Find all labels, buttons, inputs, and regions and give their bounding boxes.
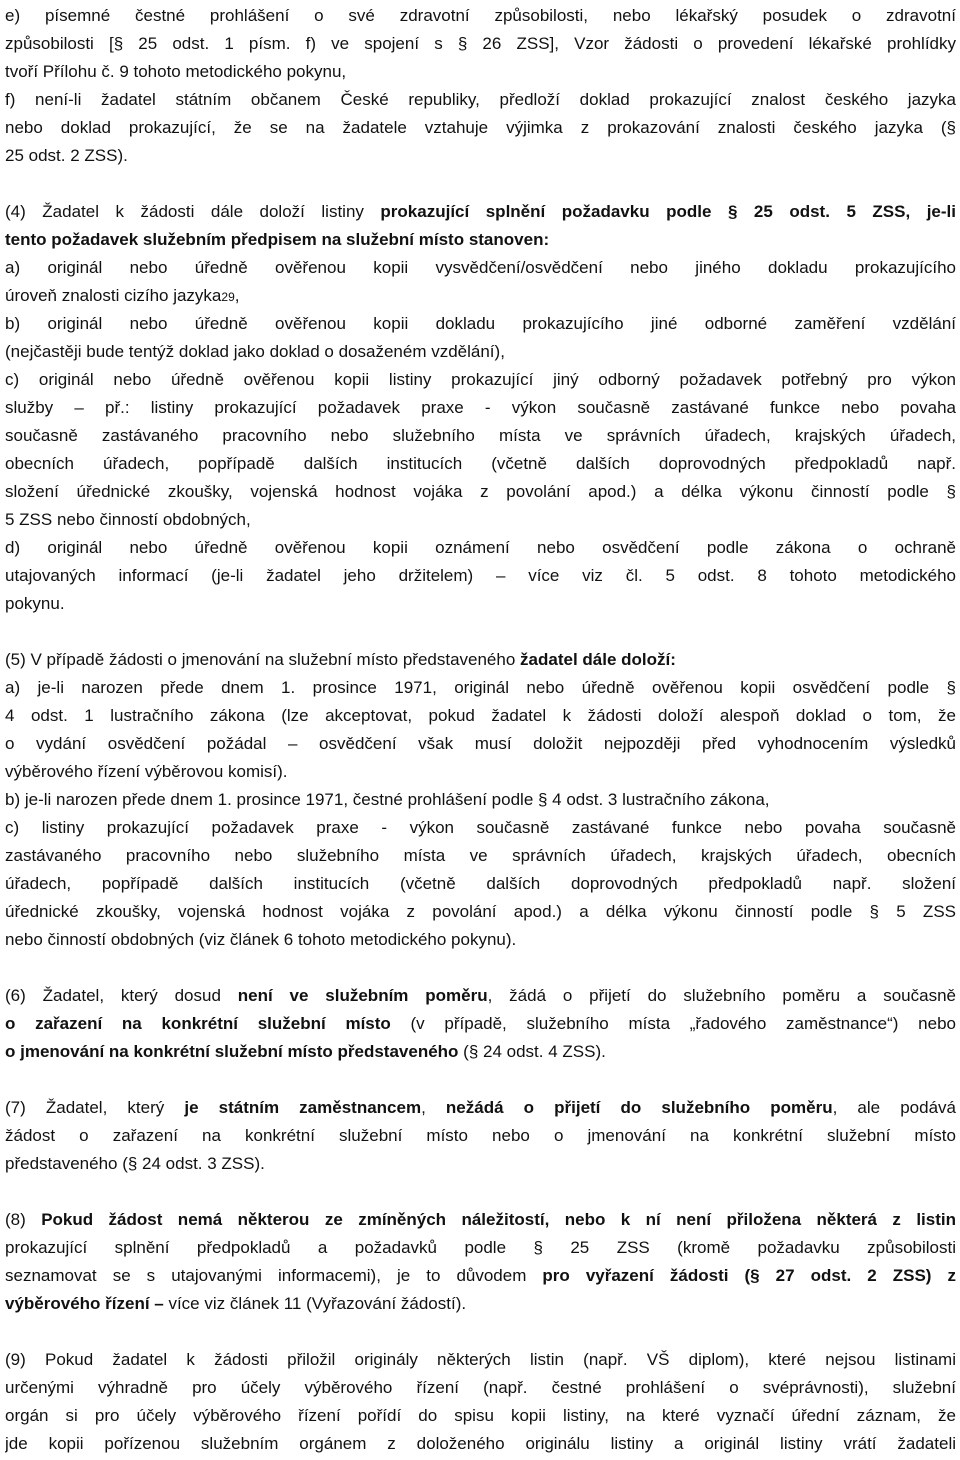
text-span: o vydání osvědčení požádal – osvědčení však musí doložit nejpozději před vyhodnocením výsledků — [5, 734, 956, 753]
text-span: současně zastávaného pracovního nebo služebního místa ve správních úřadech, krajských úřadech, — [5, 426, 956, 445]
text-span: a) je-li narozen přede dnem 1. prosince 1971, originál nebo úředně ověřenou kopii osvědčení podle § — [5, 678, 956, 697]
text-span: c) originál nebo úředně ověřenou kopii listiny prokazující jiný odborný požadavek potřebný pro výkon — [5, 370, 956, 389]
text-span: tvoří Přílohu č. 9 tohoto metodického pokynu, — [5, 62, 347, 81]
text-span: , — [421, 1098, 446, 1117]
text-span: pokynu. — [5, 594, 65, 613]
bold-text: žadatel dále doloží: — [520, 650, 676, 669]
text-line — [5, 1010, 956, 1038]
text-line — [5, 450, 956, 478]
text-line — [5, 1290, 956, 1318]
paragraph-gap — [5, 1178, 956, 1206]
text-line — [5, 282, 956, 310]
paragraph-gap — [5, 618, 956, 646]
text-line — [5, 310, 956, 338]
footnote-ref: 29 — [221, 290, 235, 304]
text-line — [5, 1094, 956, 1122]
text-line — [5, 1038, 956, 1066]
text-line — [5, 1346, 956, 1374]
text-line — [5, 1262, 956, 1290]
text-line — [5, 1374, 956, 1402]
text-span: b) originál nebo úředně ověřenou kopii dokladu prokazujícího jiné odborné zaměření vzdělání — [5, 314, 956, 333]
text-span: prokazující splnění předpokladů a požadavků podle § 25 ZSS (kromě požadavku způsobilosti — [5, 1238, 956, 1257]
text-span: úřadech, popřípadě dalších institucích (včetně dalších doprovodných předpokladů např. složení — [5, 874, 956, 893]
text-span: (5) V případě žádosti o jmenování na služební místo představeného — [5, 650, 521, 669]
text-span: (v případě, služebního místa „řadového zaměstnance“) nebo — [390, 1014, 956, 1033]
text-line — [5, 590, 956, 618]
bold-text: výběrového řízení – — [5, 1294, 164, 1313]
text-span: a) originál nebo úředně ověřenou kopii vysvědčení/osvědčení nebo jiného dokladu prokazujícího — [5, 258, 956, 277]
text-line — [5, 1122, 956, 1150]
text-line — [5, 30, 956, 58]
text-line — [5, 1234, 956, 1262]
paragraph-gap — [5, 170, 956, 198]
text-line — [5, 926, 956, 954]
text-span: 5 ZSS nebo činností obdobných, — [5, 510, 251, 529]
text-span: služby – př.: listiny prokazující požadavek praxe - výkon současně zastávané funkce nebo povaha — [5, 398, 956, 417]
text-line — [5, 1206, 956, 1234]
text-span: , ale podává — [832, 1098, 956, 1117]
text-span: jde kopii pořízenou služebním orgánem z doloženého originálu listiny a originál listiny vrátí žadateli — [5, 1434, 956, 1453]
text-span: orgán si pro účely výběrového řízení pořídí do spisu kopii listiny, na které vyznačí úřední záznam, že — [5, 1406, 956, 1425]
text-line — [5, 674, 956, 702]
text-line — [5, 338, 956, 366]
text-span: (6) Žadatel, který dosud — [5, 986, 238, 1005]
text-span: určenými výhradně pro účely výběrového řízení (např. čestné prohlášení o svéprávnosti), služební — [5, 1378, 956, 1397]
text-line — [5, 534, 956, 562]
bold-text: o zařazení na konkrétní služební místo — [5, 1014, 391, 1033]
text-line — [5, 870, 956, 898]
bold-text: o jmenování na konkrétní služební místo představeného — [5, 1042, 459, 1061]
text-span: seznamovat se s utajovanými informacemi), je to důvodem — [5, 1266, 543, 1285]
text-line — [5, 982, 956, 1010]
text-line — [5, 562, 956, 590]
text-span: d) originál nebo úředně ověřenou kopii oznámení nebo osvědčení podle zákona o ochraně — [5, 538, 956, 557]
text-line — [5, 86, 956, 114]
text-line — [5, 646, 956, 674]
text-line — [5, 842, 956, 870]
text-span: složení úřednické zkoušky, vojenská hodnost vojáka z povolání apod.) a délka výkonu činností podle § — [5, 482, 956, 501]
text-line — [5, 198, 956, 226]
text-span: (7) Žadatel, který — [5, 1098, 185, 1117]
text-line — [5, 478, 956, 506]
text-line — [5, 730, 956, 758]
bold-text: je státním zaměstnancem — [184, 1098, 422, 1117]
text-line — [5, 814, 956, 842]
text-span: výběrového řízení výběrovou komisí). — [5, 762, 288, 781]
bold-text: pro vyřazení žádosti (§ 27 odst. 2 ZSS) z — [542, 1266, 956, 1285]
text-span: (nejčastěji bude tentýž doklad jako doklad o dosaženém vzdělání), — [5, 342, 505, 361]
text-span: způsobilosti [§ 25 odst. 1 písm. f) ve spojení s § 26 ZSS], Vzor žádosti o provedení lékařské prohlídky — [5, 34, 956, 53]
text-span: b) je-li narozen přede dnem 1. prosince 1971, čestné prohlášení podle § 4 odst. 3 lustračního zákona, — [5, 790, 770, 809]
text-line — [5, 58, 956, 86]
paragraph-gap — [5, 1318, 956, 1346]
text-line — [5, 506, 956, 534]
text-span: představeného (§ 24 odst. 3 ZSS). — [5, 1154, 265, 1173]
text-line — [5, 394, 956, 422]
text-line — [5, 142, 956, 170]
text-span: (4) Žadatel k žádosti dále doloží listiny — [5, 202, 381, 221]
bold-text: Pokud žádost nemá některou ze zmíněných náležitostí, nebo k ní není přiložena některá z listin — [41, 1210, 956, 1229]
bold-text: tento požadavek služebním předpisem na služební místo stanoven: — [5, 230, 550, 249]
text-span: e) písemné čestné prohlášení o své zdravotní způsobilosti, nebo lékařský posudek o zdravotní — [5, 6, 956, 25]
text-line — [5, 702, 956, 730]
text-span: zastávaného pracovního nebo služebního místa ve správních úřadech, krajských úřadech, obecních — [5, 846, 956, 865]
text-span: nebo doklad prokazující, že se na žadatele vztahuje výjimka z prokazování znalosti českého jazyka (§ — [5, 118, 956, 137]
paragraph-gap — [5, 954, 956, 982]
text-line — [5, 2, 956, 30]
text-line — [5, 898, 956, 926]
text-span: , žádá o přijetí do služebního poměru a současně — [487, 986, 956, 1005]
text-span: žádost o zařazení na konkrétní služební místo nebo o jmenování na konkrétní služební místo — [5, 1126, 956, 1145]
text-line — [5, 1150, 956, 1178]
text-span: f) není-li žadatel státním občanem České republiky, předloží doklad prokazující znalost českého jazyka — [5, 90, 956, 109]
text-span: 25 odst. 2 ZSS). — [5, 146, 128, 165]
text-line — [5, 226, 956, 254]
text-line — [5, 1430, 956, 1458]
text-line — [5, 366, 956, 394]
text-line — [5, 254, 956, 282]
text-line — [5, 422, 956, 450]
text-span: úroveň znalosti cizího jazyka — [5, 286, 222, 305]
bold-text: není ve služebním poměru — [237, 986, 488, 1005]
text-span: , — [234, 286, 240, 305]
text-span: 4 odst. 1 lustračního zákona (lze akceptovat, pokud žadatel k žádosti doloží alespoň doklad o tom, že — [5, 706, 956, 725]
paragraph-gap — [5, 1066, 956, 1094]
text-span: (8) — [5, 1210, 42, 1229]
text-span: úřednické zkoušky, vojenská hodnost vojáka z povolání apod.) a délka výkonu činností podle § 5 ZSS — [5, 902, 956, 921]
text-span: nebo činností obdobných (viz článek 6 tohoto metodického pokynu). — [5, 930, 517, 949]
text-span: obecních úřadech, popřípadě dalších institucích (včetně dalších doprovodných předpokladů např. — [5, 454, 956, 473]
text-span: c) listiny prokazující požadavek praxe - výkon současně zastávané funkce nebo povaha současně — [5, 818, 956, 837]
text-line — [5, 1402, 956, 1430]
text-line — [5, 114, 956, 142]
text-span: (9) Pokud žadatel k žádosti přiložil originály některých listin (např. VŠ diplom), které nejsou listinami — [5, 1350, 956, 1369]
text-line — [5, 786, 956, 814]
bold-text: nežádá o přijetí do služebního poměru — [445, 1098, 833, 1117]
bold-text: prokazující splnění požadavku podle § 25 odst. 5 ZSS, je-li — [380, 202, 956, 221]
text-span: více viz článek 11 (Vyřazování žádostí). — [163, 1294, 467, 1313]
text-span: utajovaných informací (je-li žadatel jeho držitelem) – více viz čl. 5 odst. 8 tohoto metodického — [5, 566, 956, 585]
text-span: (§ 24 odst. 4 ZSS). — [458, 1042, 606, 1061]
text-line — [5, 758, 956, 786]
